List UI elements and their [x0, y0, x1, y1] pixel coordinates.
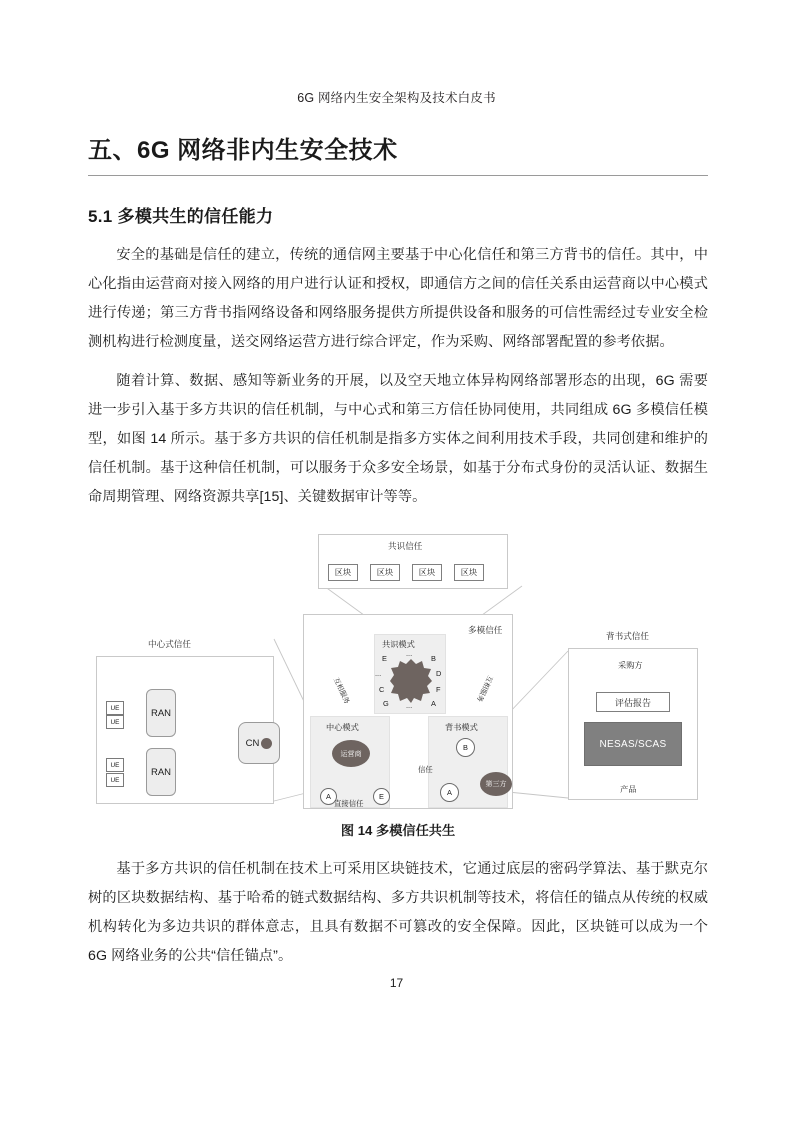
ran-2: RAN — [146, 748, 176, 796]
nesas-scas-box: NESAS/SCAS — [584, 722, 682, 766]
consensus-gear-shape — [390, 657, 432, 705]
endorse-edge-label: 信任 — [418, 765, 433, 774]
endorse-mode-label: 背书模式 — [445, 723, 478, 732]
block-4: 区块 — [454, 564, 484, 581]
center-node-e: E — [373, 788, 390, 805]
consensus-node-d: D — [436, 669, 442, 678]
consensus-node-top: ... — [406, 649, 413, 658]
ran-1: RAN — [146, 689, 176, 737]
operator-node: 运营商 — [332, 740, 370, 767]
consensus-node-b: B — [431, 654, 436, 663]
paragraph-2: 随着计算、数据、感知等新业务的开展，以及空天地立体异构网络部署形态的出现，6G 需要进一步引入基于多方共识的信任机制，与中心式和第三方信任协同使用，共同组成 6G 多模信任模型，如图 14 所示。基于多方共识的信任机制是指多方实体之间利用技术手段，共同创建和维护的信任机制。基于这种信任机制，可以服务于众多安全场景，如基于分布式身份的灵活认证、数据生命周期管理、网络资源共享[15]、关键数据审计等等。 — [88, 373, 708, 505]
center-node-a: A — [320, 788, 337, 805]
title-divider — [88, 175, 708, 176]
block-1: 区块 — [328, 564, 358, 581]
block-3: 区块 — [412, 564, 442, 581]
ue-1: UE — [106, 701, 124, 715]
ue-4: UE — [106, 773, 124, 787]
ue-2: UE — [106, 715, 124, 729]
consensus-node-a: A — [431, 699, 436, 708]
consensus-node-bottom: ... — [406, 701, 413, 710]
endorse-node-a: A — [440, 783, 459, 802]
section-title: 5.1 多模共生的信任能力 — [88, 207, 274, 226]
cn-node — [238, 722, 280, 764]
paragraph-3: 基于多方共识的信任机制在技术上可采用区块链技术，它通过底层的密码学算法、基于默克尔树的区块数据结构、基于哈希的链式数据结构、多方共识机制等技术，将信任的锚点从传统的权威机构转化为多边共识的群体意志，且具有数据不可篡改的安全保障。因此，区块链可以成为一个 6G 网络业务的公共“信任锚点”。 — [88, 861, 708, 964]
chapter-title: 五、6G 网络非内生安全技术 — [88, 137, 398, 164]
third-party-node: 第三方 — [480, 772, 512, 796]
running-header: 6G 网络内生安全架构及技术白皮书 — [297, 91, 496, 105]
consensus-node-c: C — [379, 685, 385, 694]
endorsement-trust-label: 背书式信任 — [606, 631, 649, 641]
arc-label-right: 互相服务 — [475, 674, 494, 703]
centralized-trust-label: 中心式信任 — [148, 639, 191, 649]
assessment-report-box: 评估报告 — [596, 692, 670, 712]
consensus-trust-label: 共识信任 — [388, 541, 423, 551]
consensus-node-e: E — [382, 654, 387, 663]
ue-3: UE — [106, 758, 124, 772]
figure-caption: 图 14 多模信任共生 — [340, 823, 456, 838]
product-label: 产品 — [620, 785, 637, 794]
page-number: 17 — [389, 976, 404, 990]
endorse-node-b: B — [456, 738, 475, 757]
arc-label-left: 互相服务 — [331, 676, 351, 706]
consensus-node-f: F — [436, 685, 441, 694]
paragraph-1: 安全的基础是信任的建立，传统的通信网主要基于中心化信任和第三方背书的信任。其中，中心化指由运营商对接入网络的用户进行认证和授权，即通信方之间的信任关系由运营商以中心模式进行传递；第三方背书指网络设备和网络服务提供方所提供设备和服务的可信性需经过专业安全检测机构进行检测度量，送交网络运营方进行综合评定，作为采购、网络部署配置的参考依据。 — [88, 247, 708, 350]
center-edge-label: 直接信任 — [334, 799, 364, 808]
consensus-node-left: ... — [375, 669, 382, 678]
cn-label: CN — [245, 737, 260, 749]
figure-14 — [88, 526, 708, 816]
multimode-trust-label: 多模信任 — [468, 625, 503, 635]
center-mode-label: 中心模式 — [326, 723, 359, 732]
buyer-label: 采购方 — [618, 661, 643, 670]
block-2: 区块 — [370, 564, 400, 581]
consensus-mode-label: 共识模式 — [382, 640, 415, 649]
consensus-node-g: G — [383, 699, 389, 708]
page-content — [88, 130, 708, 971]
cn-core-dot — [261, 738, 272, 749]
